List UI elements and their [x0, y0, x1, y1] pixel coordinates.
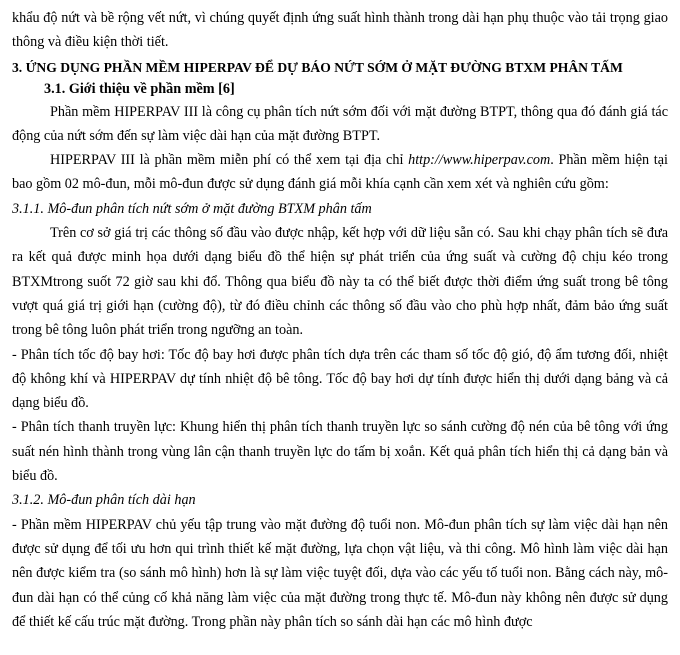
paragraph-continued: khẩu độ nứt và bề rộng vết nứt, vì chúng quyết định ứng suất hình thành trong dài hạn phụ thuộc vào tải trọng giao thông và điều kiện thời tiết. [12, 10, 668, 51]
section-3-1-1-heading: 3.1.1. Mô-đun phân tích nứt sớm ở mặt đường BTXM phân tấm [12, 200, 372, 217]
text-before-url: HIPERPAV III là phần mềm miễn phí có thể xem tại địa chỉ [50, 152, 409, 169]
paragraph-long-term-module: - Phần mềm HIPERPAV chủ yếu tập trung vào mặt đường độ tuổi non. Mô-đun phân tích sự làm việc dài hạn nên được sử dụng để tối ưu hơn qui trình thiết kế mặt đường, lựa chọn vật liệu, và thi công. Mô hình làm việc dài hạn nên được kiểm tra (so sánh mô hình) hơn là sự làm việc tuyệt đối, dựa vào các yếu tố tuổi non. Bằng cách này, mô-đun dài hạn có thể củng cố khả năng làm việc của mặt đường trong thực tế. Mô-đun này không nên được sử dụng để thiết kế cấu trúc mặt đường. Trong phần này phân tích so sánh dài hạn các mô hình được [12, 516, 668, 630]
section-3-heading: 3. ỨNG DỤNG PHẦN MỀM HIPERPAV ĐỂ DỰ BÁO NỨT SỚM Ở MẶT ĐƯỜNG BTXM PHÂN TẤM [12, 59, 623, 75]
paragraph-evaporation-analysis: - Phân tích tốc độ bay hơi: Tốc độ bay hơi được phân tích dựa trên các tham số tốc độ gió, độ ẩm tương đối, nhiệt độ không khí và HIPERPAV dự tính nhiệt độ bê tông. Tốc độ bay hơi dự tính được hiển thị dưới dạng bảng và cả dạng biểu đồ. [12, 346, 668, 412]
text-after-url: . Phần mềm hiện tại bao gồm 02 mô-đun, mỗi mô-đun được sử dụng đánh giá mỗi khía cạnh cần xem xét và nghiên cứu gồm: [12, 152, 668, 193]
paragraph-dowel-analysis: - Phân tích thanh truyền lực: Khung hiển thị phân tích thanh truyền lực so sánh cường độ nén của bê tông với ứng suất nén hình thành trong vùng lân cận thanh truyền lực do tấm bị xoắn. Kết quả phân tích hiển thị cả dạng bản và biểu đồ. [12, 419, 668, 485]
section-3-1-heading: 3.1. Giới thiệu về phần mềm [6] [44, 80, 235, 97]
paragraph-hiperpav-url [12, 148, 668, 197]
paragraph-hiperpav-intro: Phần mềm HIPERPAV III là công cụ phân tích nứt sớm đối với mặt đường BTPT, thông qua đó đánh giá tác động của nứt sớm đến sự làm việc dài hạn của mặt đường BTPT. [12, 103, 668, 144]
hiperpav-url: http://www.hiperpav.com [408, 152, 551, 169]
paragraph-early-cracking-module: Trên cơ sở giá trị các thông số đầu vào được nhập, kết hợp với dữ liệu sẵn có. Sau khi chạy phân tích sẽ đưa ra kết quả được minh họa dưới dạng biểu đồ thể hiện sự phát triển của ứng suất và cường độ chịu kéo trong BTXMtrong suốt 72 giờ sau khi đổ. Thông qua biểu đồ này ta có thể biết được thời điểm ứng suất trong bê tông vượt quá giá trị giới hạn (cường độ), từ đó điều chỉnh các thông số đầu vào cho phù hợp nhất, đảm bảo ứng suất trong bê tông luôn phát triển trong ngưỡng an toàn. [12, 225, 668, 339]
section-3-1-2-heading: 3.1.2. Mô-đun phân tích dài hạn [12, 492, 196, 509]
